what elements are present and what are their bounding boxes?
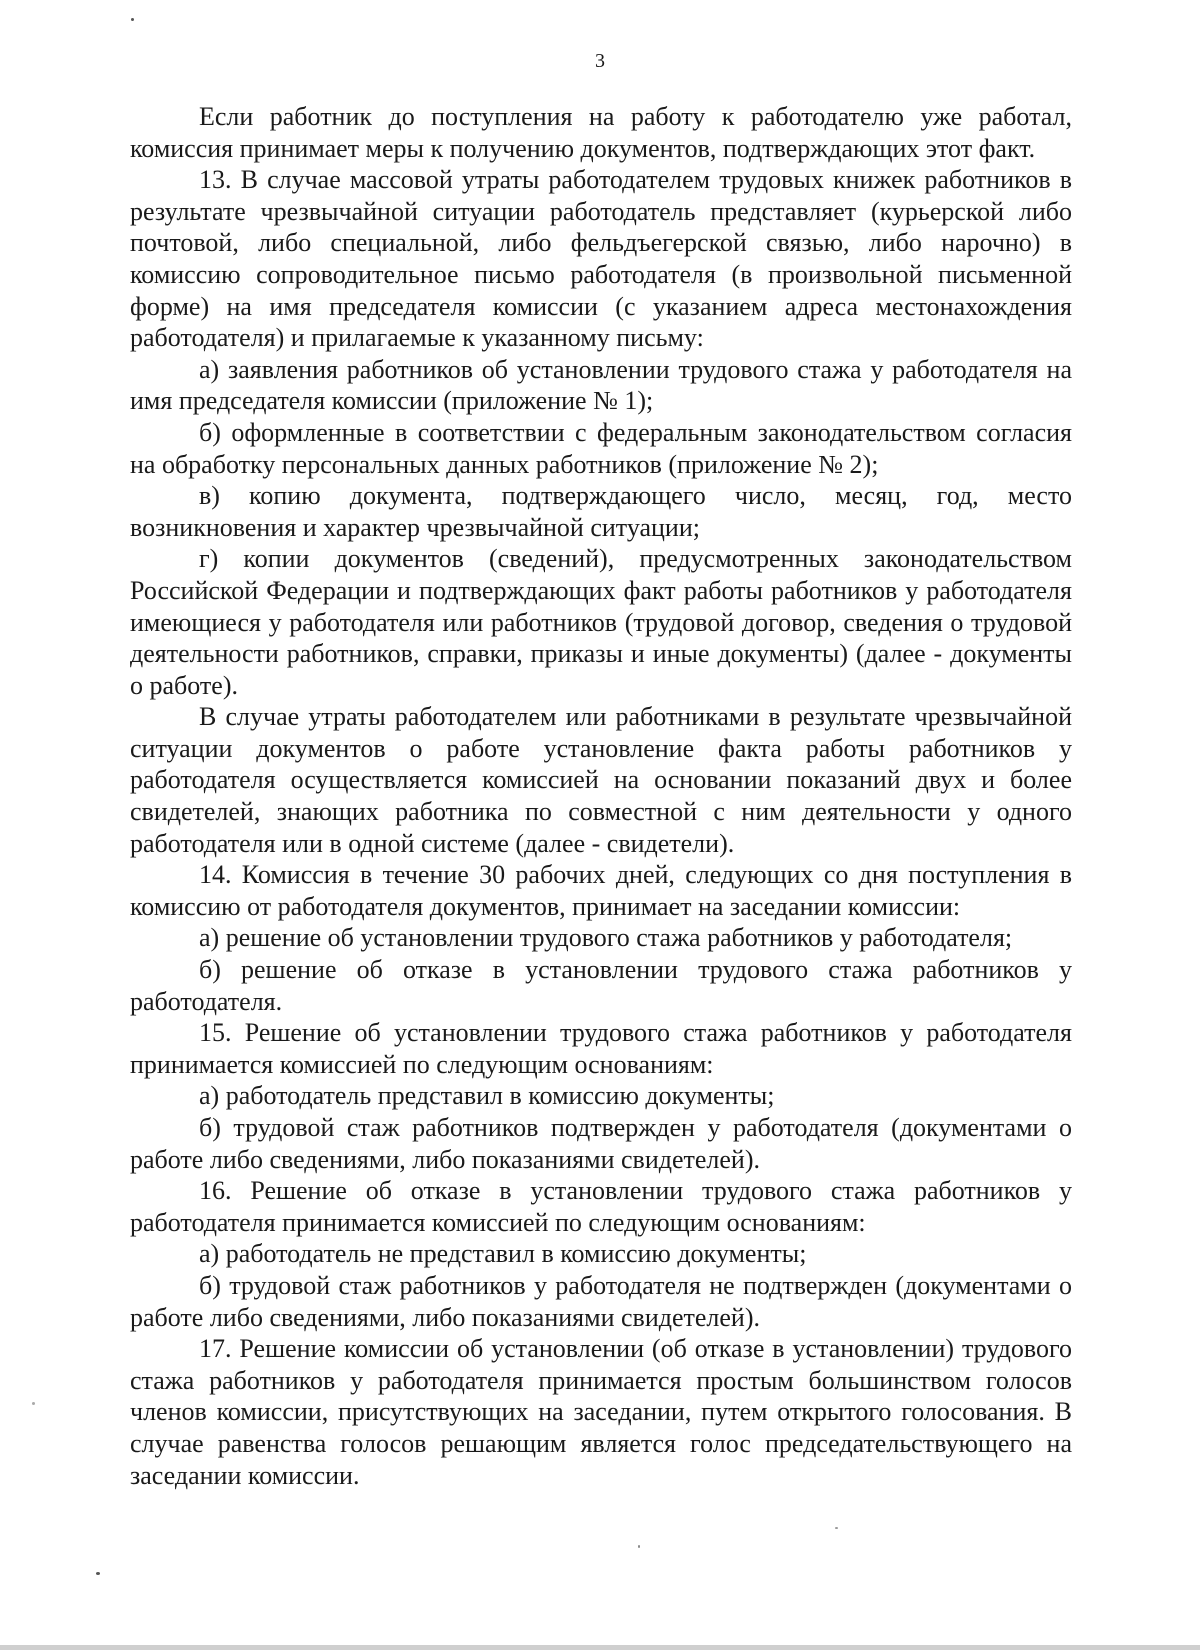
paragraph-13-b: б) оформленные в соответствии с федеральным законодательством согласия на обработку персональных данных работников (приложение № 2);: [130, 417, 1072, 479]
paragraph-17: 17. Решение комиссии об установлении (об отказе в установлении) трудового стажа работников у работодателя принимается простым большинством голосов членов комиссии, присутствующих на заседании, путем открытого голосования. В случае равенства голосов решающим является голос председательствующего на заседании комиссии.: [130, 1334, 1072, 1490]
paragraph-16-b: б) трудовой стаж работников у работодателя не подтвержден (документами о работе либо сведениями, либо показаниями свидетелей).: [130, 1270, 1072, 1332]
scan-speck: [32, 1402, 35, 1405]
paragraph-15-b: б) трудовой стаж работников подтвержден у работодателя (документами о работе либо сведениями, либо показаниями свидетелей).: [130, 1113, 1072, 1174]
page-number: 3: [595, 50, 605, 72]
paragraph-13-a: а) заявления работников об установлении трудового стажа у работодателя на имя председателя комиссии (приложение № 1);: [130, 354, 1072, 416]
paragraph-15-a: а) работодатель представил в комиссию документы;: [199, 1081, 775, 1111]
paragraph-13-g: г) копии документов (сведений), предусмотренных законодательством Российской Федерации и подтверждающих факт работы работников у работодателя имеющиеся у работодателя или работников (трудовой договор, сведения о трудовой деятельности работников, справки, приказы и иные документы) (далее - документы о работе).: [130, 544, 1072, 700]
paragraph-13-v: в) копию документа, подтверждающего число, месяц, год, место возникновения и характер чрезвычайной ситуации;: [130, 481, 1072, 542]
scan-speck: [96, 1572, 100, 1575]
document-body: [130, 101, 1072, 1491]
scan-bottom-edge: [0, 1645, 1200, 1650]
paragraph-15: 15. Решение об установлении трудового стажа работников у работодателя принимается комиссией по следующим основаниям:: [130, 1018, 1072, 1079]
paragraph-prior-employment: Если работник до поступления на работу к работодателю уже работал, комиссия принимает меры к получению документов, подтверждающих этот факт.: [130, 102, 1072, 163]
paragraph-16: 16. Решение об отказе в установлении трудового стажа работников у работодателя принимается комиссией по следующим основаниям:: [130, 1176, 1072, 1237]
paragraph-16-a: а) работодатель не представил в комиссию документы;: [199, 1239, 807, 1269]
paragraph-witnesses: В случае утраты работодателем или работниками в результате чрезвычайной ситуации документов о работе установление факта работы работников у работодателя осуществляется комиссией на основании показаний двух и более свидетелей, знающих работника по совместной с ним деятельности у одного работодателя или в одной системе (далее - свидетели).: [130, 702, 1072, 858]
paragraph-13: 13. В случае массовой утраты работодателем трудовых книжек работников в результате чрезвычайной ситуации работодатель представляет (курьерской либо почтовой, либо специальной, либо фельдъегерской связью, либо нарочно) в комиссию сопроводительное письмо работодателя (в произвольной письменной форме) на имя председателя комиссии (с указанием адреса местонахождения работодателя) и прилагаемые к указанному письму:: [130, 165, 1072, 353]
scan-speck: [131, 18, 134, 21]
paragraph-14-b: б) решение об отказе в установлении трудового стажа работников у работодателя.: [130, 955, 1072, 1016]
paragraph-14-a: а) решение об установлении трудового стажа работников у работодателя;: [199, 923, 1013, 953]
scan-speck: [835, 1527, 838, 1529]
scan-speck: [638, 1545, 640, 1548]
paragraph-14: 14. Комиссия в течение 30 рабочих дней, следующих со дня поступления в комиссию от работодателя документов, принимает на заседании комиссии:: [130, 860, 1072, 921]
